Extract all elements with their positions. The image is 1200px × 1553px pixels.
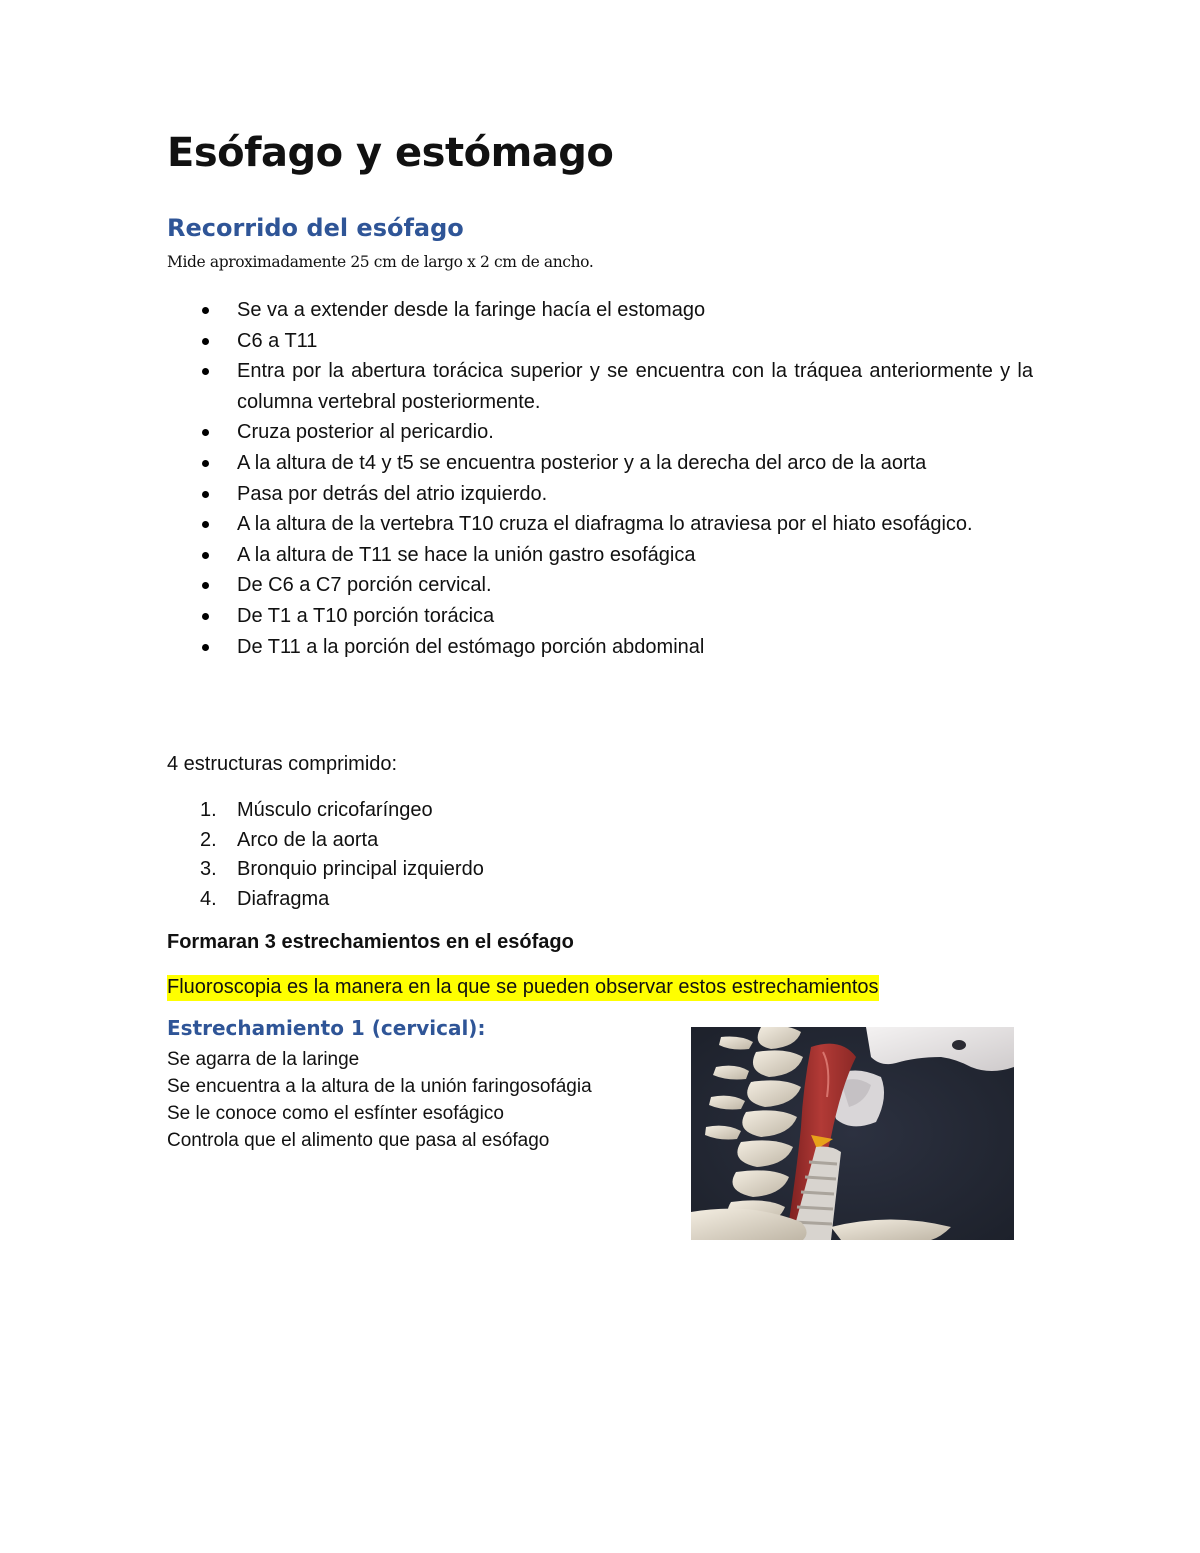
- bullet-icon: [202, 521, 209, 528]
- list-item: De C6 a C7 porción cervical.: [167, 570, 1033, 601]
- list-item: 2. Arco de la aorta: [200, 828, 379, 851]
- list-item: Pasa por detrás del atrio izquierdo.: [167, 479, 1033, 510]
- highlighted-statement: Fluoroscopia es la manera en la que se pueden observar estos estrechamientos: [167, 976, 879, 999]
- subsection-lines: [167, 1046, 592, 1154]
- neck-anatomy-illustration: [691, 1027, 1014, 1240]
- list-item: 1. Músculo cricofaríngeo: [200, 799, 433, 821]
- document-title: Esófago y estómago: [167, 130, 614, 176]
- text-line: Se agarra de la laringe: [167, 1049, 360, 1070]
- list-item: De T11 a la porción del estómago porción abdominal: [167, 632, 1033, 663]
- list-item: 4. Diafragma: [200, 887, 330, 910]
- bold-statement: Formaran 3 estrechamientos en el esófago: [167, 931, 574, 953]
- structures-intro: 4 estructuras comprimido:: [167, 753, 398, 775]
- list-item: A la altura de T11 se hace la unión gastro esofágica: [167, 540, 1033, 571]
- bullet-icon: [202, 429, 209, 436]
- bullet-icon: [202, 338, 209, 345]
- neck-anatomy-image: [691, 1027, 1014, 1240]
- bullet-icon: [202, 644, 209, 651]
- bullet-icon: [202, 582, 209, 589]
- size-note: Mide aproximadamente 25 cm de largo x 2 cm de ancho.: [167, 253, 594, 271]
- text-line: Se encuentra a la altura de la unión faringosofágia: [167, 1076, 592, 1097]
- bullet-list: [167, 295, 1033, 662]
- bullet-icon: [202, 307, 209, 314]
- section-heading: Recorrido del esófago: [167, 214, 464, 242]
- list-item: Cruza posterior al pericardio.: [167, 417, 1033, 448]
- text-line: Se le conoce como el esfínter esofágico: [167, 1103, 504, 1124]
- list-item: Se va a extender desde la faringe hacía el estomago: [167, 295, 1033, 326]
- list-item: C6 a T11: [167, 326, 1033, 357]
- bullet-icon: [202, 368, 209, 375]
- subsection-heading: Estrechamiento 1 (cervical):: [167, 1016, 486, 1040]
- text-line: Controla que el alimento que pasa al esófago: [167, 1130, 550, 1151]
- bullet-icon: [202, 460, 209, 467]
- bullet-icon: [202, 613, 209, 620]
- list-item: Entra por la abertura torácica superior y se encuentra con la tráquea anteriormente y la columna vertebral posteriormente.: [167, 356, 1033, 417]
- list-item: A la altura de t4 y t5 se encuentra posterior y a la derecha del arco de la aorta: [167, 448, 1033, 479]
- numbered-list: [167, 796, 1033, 914]
- list-item: A la altura de la vertebra T10 cruza el diafragma lo atraviesa por el hiato esofágico.: [167, 509, 1033, 540]
- bullet-icon: [202, 552, 209, 559]
- bullet-icon: [202, 491, 209, 498]
- list-item: De T1 a T10 porción torácica: [167, 601, 1033, 632]
- list-item: 3. Bronquio principal izquierdo: [200, 858, 484, 880]
